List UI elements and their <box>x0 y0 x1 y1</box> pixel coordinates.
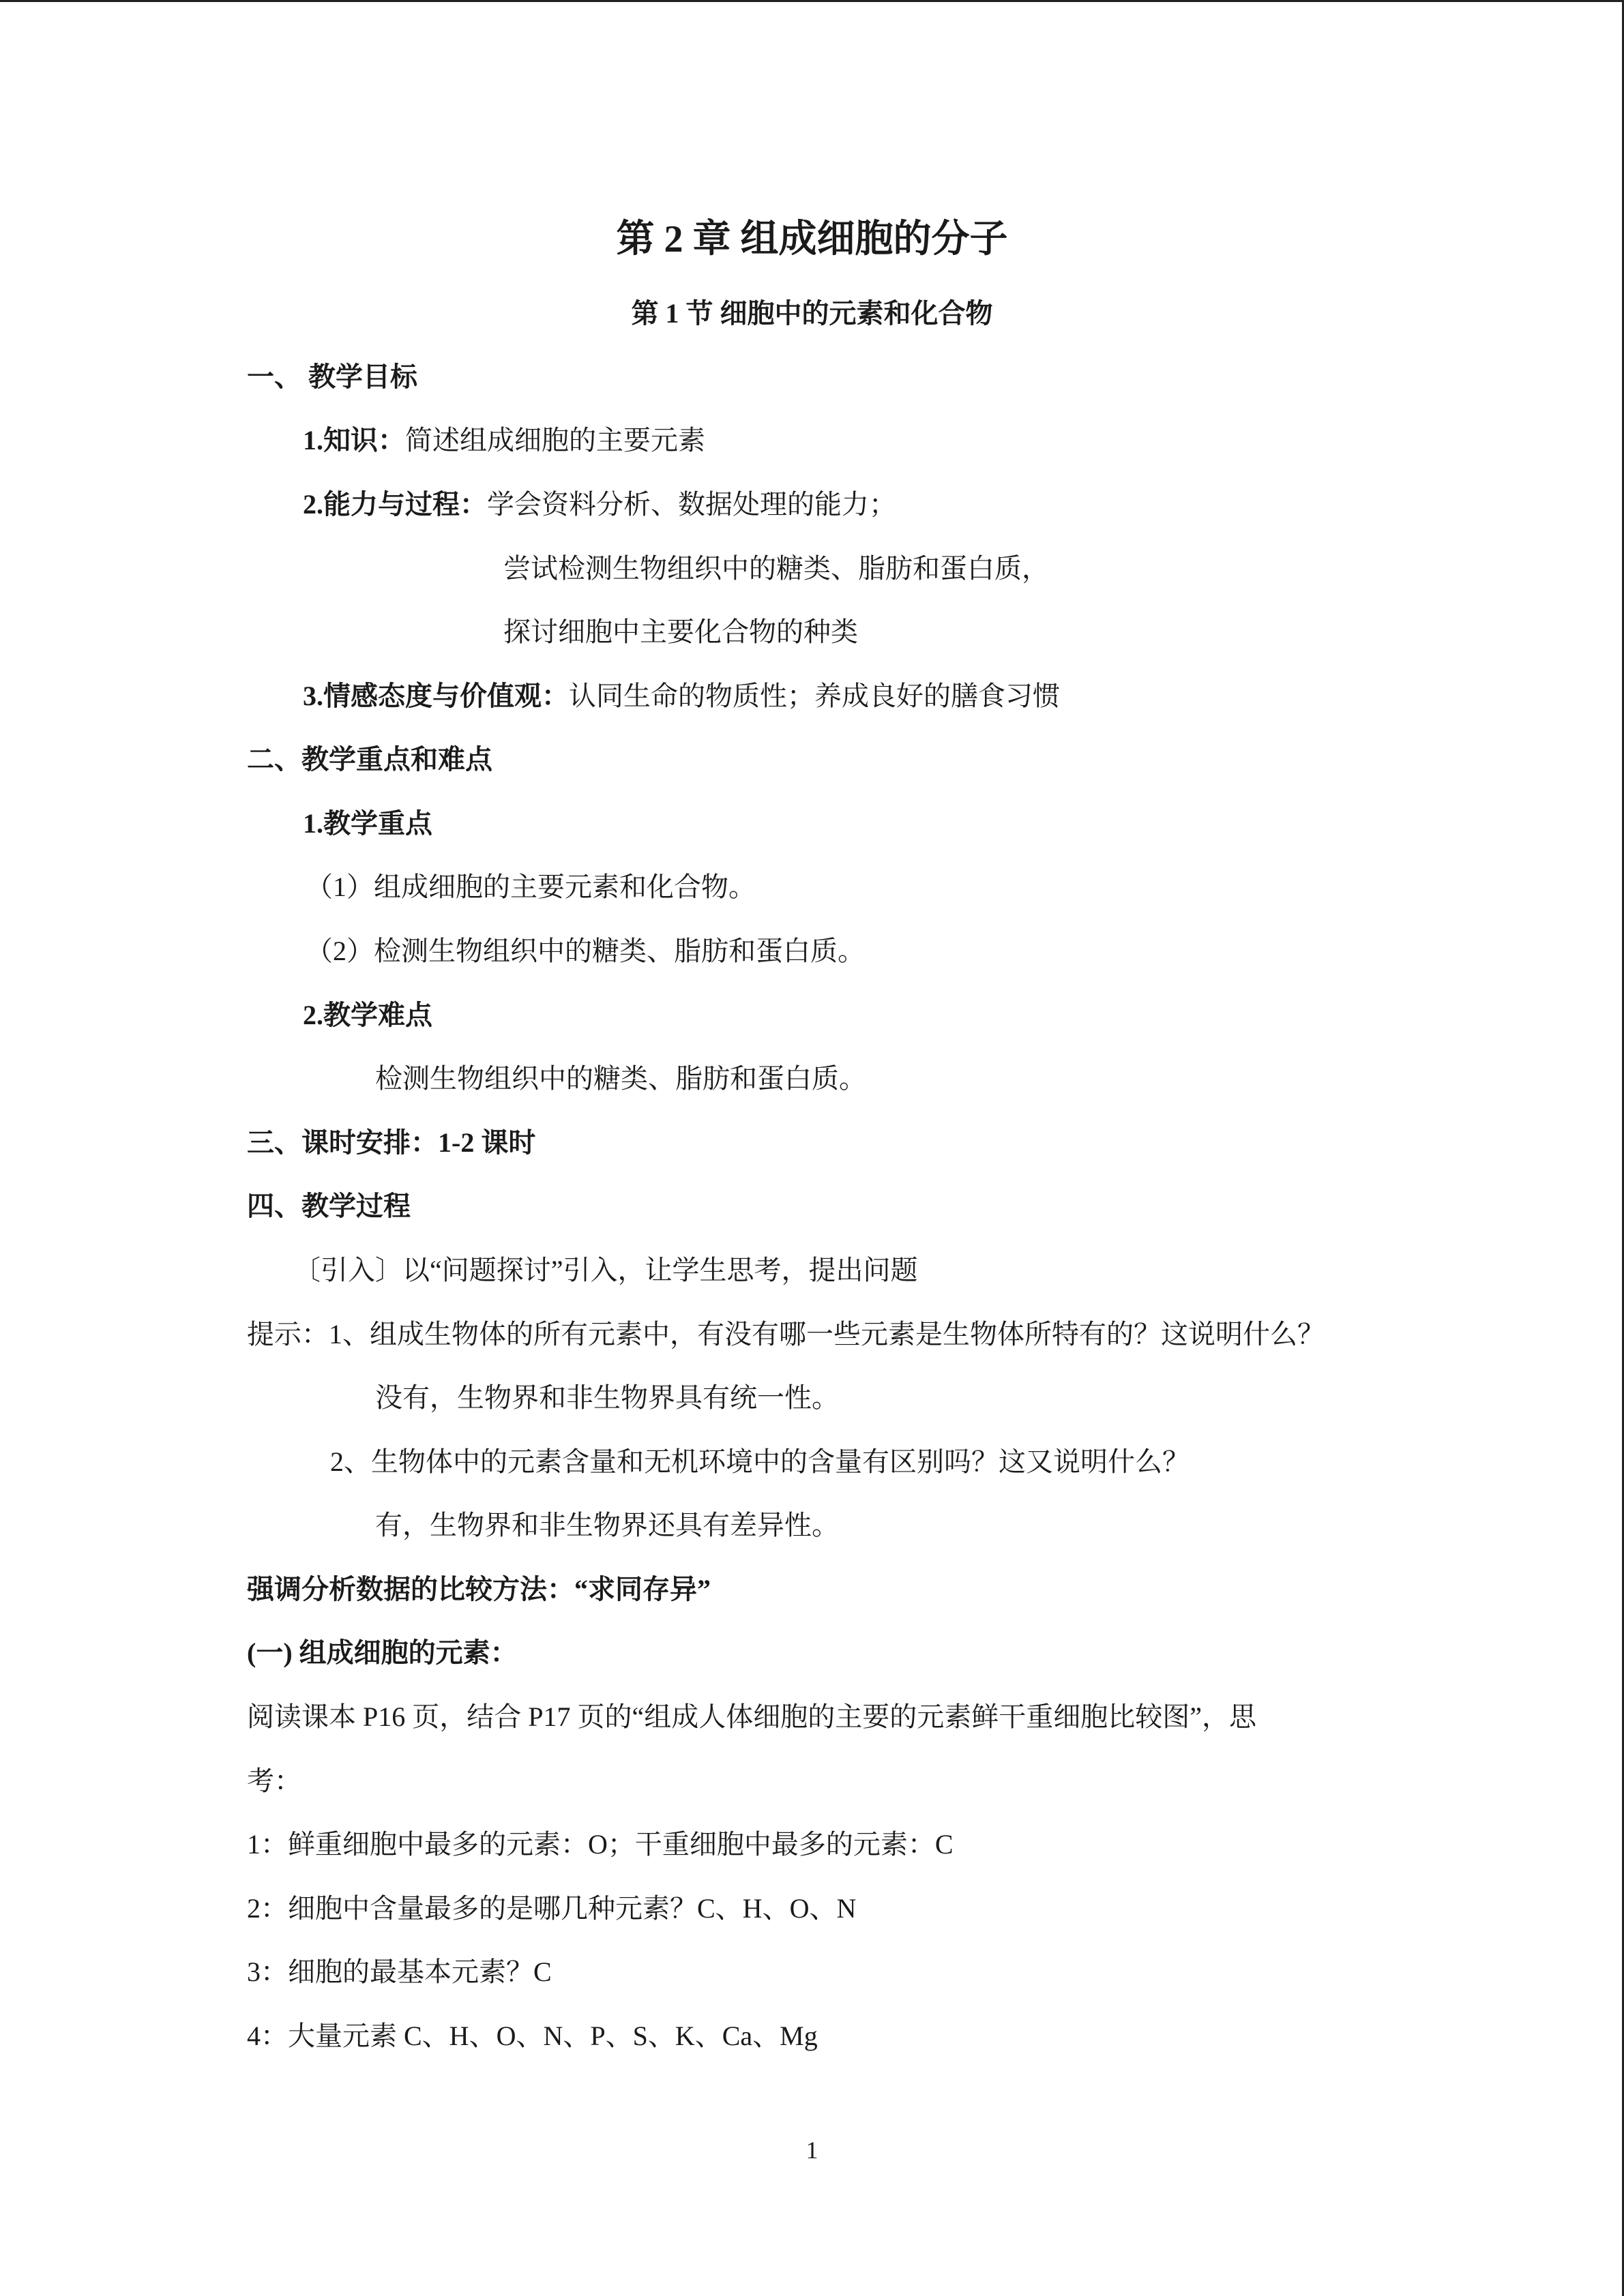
hint-question-2: 2、生物体中的元素含量和无机环境中的含量有区别吗？这又说明什么？ <box>330 1446 1190 1477</box>
section-title: 第 1 节 细胞中的元素和化合物 <box>631 298 993 329</box>
focus-label: 1.教学重点 <box>303 808 432 839</box>
attitude-text: 认同生命的物质性；养成良好的膳食习惯 <box>569 681 1060 711</box>
chapter-title: 第 2 章 组成细胞的分子 <box>616 218 1008 260</box>
question-1: 1：鲜重细胞中最多的元素：O；干重细胞中最多的元素：C <box>247 1829 954 1860</box>
question-2: 2：细胞中含量最多的是哪几种元素？C、H、O、N <box>247 1893 857 1924</box>
key-points-heading: 二、教学重点和难点 <box>247 744 492 775</box>
objective-ability <box>303 488 896 521</box>
ability-text-3: 探讨细胞中主要化合物的种类 <box>503 616 858 647</box>
hint-question-1: 提示：1、组成生物体的所有元素中，有没有哪一些元素是生物体所特有的？这说明什么？ <box>247 1319 1325 1350</box>
reading-line-1: 阅读课本 P16 页，结合 P17 页的“组成人体细胞的主要的元素鲜干重细胞比较图”，思 <box>247 1701 1256 1732</box>
attitude-label: 3.情感态度与价值观： <box>303 681 569 711</box>
knowledge-text: 简述组成细胞的主要元素 <box>405 425 705 456</box>
reading-line-2: 考： <box>247 1765 301 1796</box>
focus-item-2: （2）检测生物组织中的糖类、脂肪和蛋白质。 <box>306 936 865 966</box>
ability-label: 2.能力与过程： <box>303 489 487 520</box>
objectives-heading: 一、 教学目标 <box>247 361 417 392</box>
ability-text-2: 尝试检测生物组织中的糖类、脂肪和蛋白质， <box>503 553 1049 584</box>
focus-item-1: （1）组成细胞的主要元素和化合物。 <box>306 871 756 902</box>
knowledge-label: 1.知识： <box>303 425 405 456</box>
question-3: 3：细胞的最基本元素？C <box>247 1956 552 1987</box>
question-4: 4：大量元素 C、H、O、N、P、S、K、Ca、Mg <box>247 2021 818 2051</box>
hint-answer-1: 没有，生物界和非生物界具有统一性。 <box>375 1382 839 1413</box>
schedule-heading: 三、课时安排：1-2 课时 <box>247 1127 536 1158</box>
page-top-border <box>0 0 1624 2</box>
process-intro: 〔引入〕以“问题探讨”引入，让学生思考，提出问题 <box>293 1255 918 1285</box>
objective-attitude <box>303 680 1060 713</box>
objective-knowledge <box>303 424 705 457</box>
page-number: 1 <box>806 2136 818 2164</box>
process-heading: 四、教学过程 <box>247 1191 411 1221</box>
elements-subheading: (一) 组成细胞的元素： <box>247 1637 518 1668</box>
ability-text-1: 学会资料分析、数据处理的能力； <box>487 489 896 520</box>
difficulty-label: 2.教学难点 <box>303 1000 432 1030</box>
difficulty-item-1: 检测生物组织中的糖类、脂肪和蛋白质。 <box>375 1063 866 1094</box>
emphasis-line: 强调分析数据的比较方法：“求同存异” <box>247 1574 711 1605</box>
hint-answer-2: 有，生物界和非生物界还具有差异性。 <box>375 1510 839 1540</box>
